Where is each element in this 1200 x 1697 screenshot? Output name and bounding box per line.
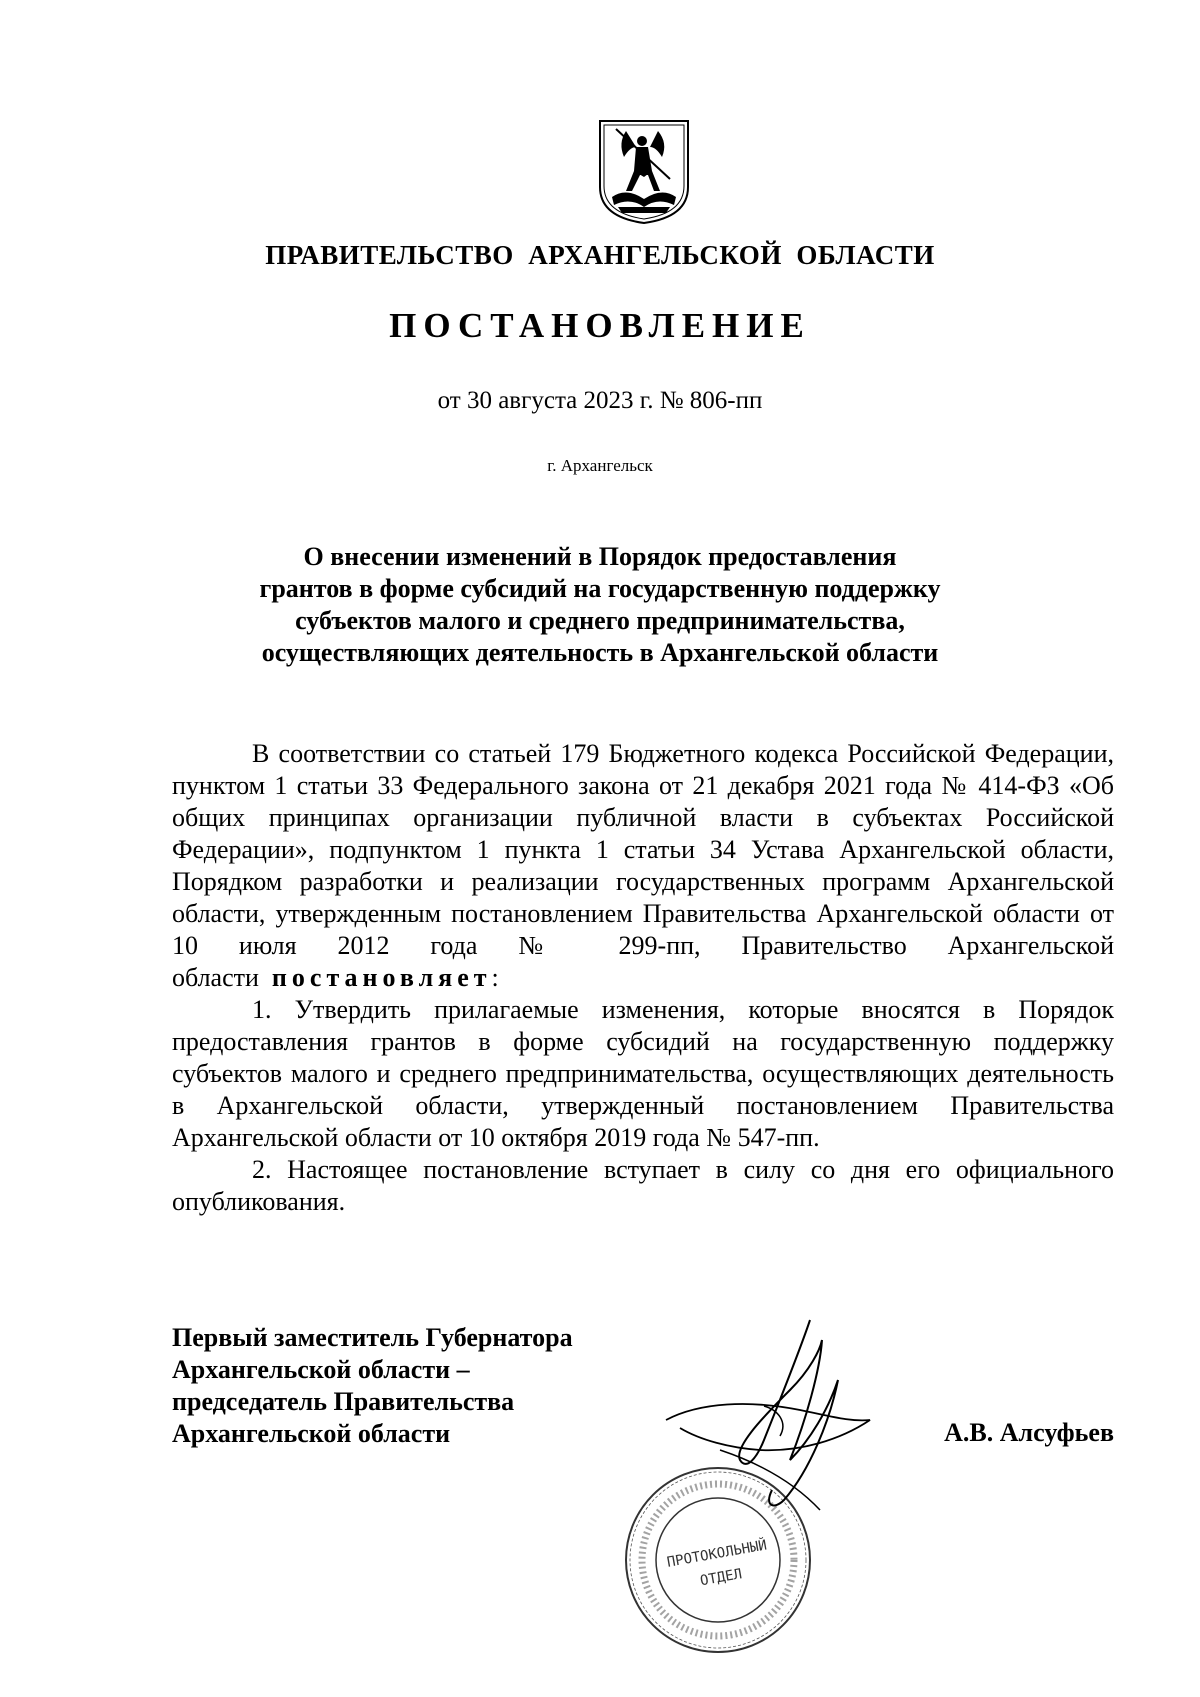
stamp-center-line: ОТДЕЛ (698, 1566, 744, 1590)
document-type: ПОСТАНОВЛЕНИЕ (389, 306, 811, 345)
signer-title-line: Архангельской области – (172, 1355, 470, 1384)
subject-line: осуществляющих деятельность в Архангельской области (261, 638, 939, 667)
item-paragraph: 1. Утвердить прилагаемые изменения, которые вносятся в Порядок предоставления грантов в форме субсидий на государственную поддержку субъектов малого и среднего предпринимательства, осуществляющих деятельность в Архангельской области, утвержденный постановлением Правительства Архангельской области от 10 октября 2019 года № 547-пп. (172, 995, 1114, 1152)
signer-name: А.В. Алсуфьев (944, 1418, 1114, 1447)
subject-line: субъектов малого и среднего предпринимательства, (295, 606, 905, 635)
document-subject (0, 541, 1200, 669)
subject-line: грантов в форме субсидий на государственную поддержку (259, 574, 941, 603)
signer-title-line: Архангельской области (172, 1419, 451, 1448)
preamble-text: В соответствии со статьей 179 Бюджетного кодекса Российской Федерации, пунктом 1 статьи 33 Федерального закона от 21 декабря 2021 года № 414-ФЗ «Об общих принципах организации публичной власти в субъектах Российской Федерации», подпунктом 1 пункта 1 статьи 34 Устава Архангельской области, Порядком разработки и реализации государственных программ Архангельской области, утвержденным постановлением Правительства Архангельской области от 10 июля 2012 года № 299-пп, Правительство Архангельской области (172, 739, 1114, 992)
item-paragraph: 2. Настоящее постановление вступает в силу со дня его официального опубликования. (172, 1155, 1114, 1216)
document-body (172, 738, 1114, 1218)
organization-name: ПРАВИТЕЛЬСТВО АРХАНГЕЛЬСКОЙ ОБЛАСТИ (265, 240, 935, 270)
document-number: от 30 августа 2023 г. № 806-пп (437, 387, 763, 414)
stamp-center-line: ПРОТОКОЛЬНЫЙ (665, 1537, 769, 1571)
handwritten-signature (660, 1310, 900, 1530)
signer-title (172, 1322, 573, 1450)
resolves-colon: : (491, 963, 499, 992)
preamble-paragraph (172, 738, 1114, 994)
signer-title-line: Первый заместитель Губернатора (172, 1323, 573, 1352)
document-city: г. Архангельск (547, 456, 653, 475)
signer-title-line: председатель Правительства (172, 1387, 515, 1416)
resolves-word: постановляет (271, 963, 492, 992)
coat-of-arms-icon (596, 117, 692, 225)
subject-line: О внесении изменений в Порядок предоставления (303, 542, 897, 571)
